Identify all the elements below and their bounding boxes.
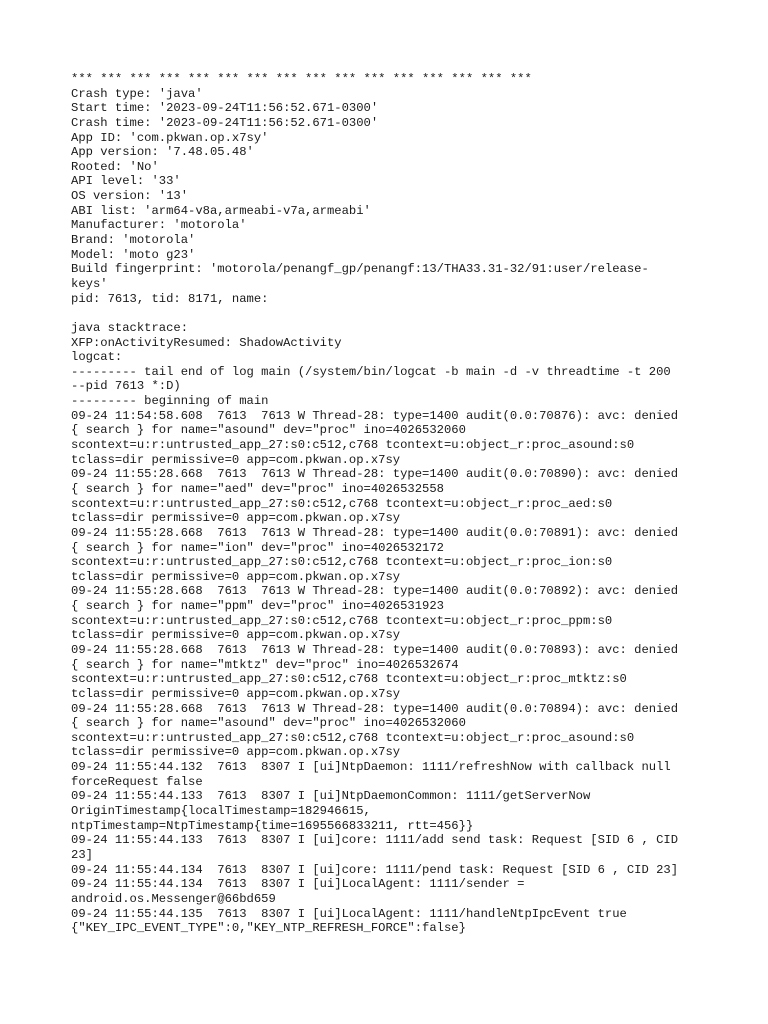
- log-line: --------- tail end of log main (/system/bin/logcat -b main -d -v threadtime -t 200: [71, 364, 671, 379]
- log-line: 09-24 11:55:28.668 7613 7613 W Thread-28: type=1400 audit(0.0:70892): avc: denied: [71, 584, 679, 599]
- log-line: Manufacturer: 'motorola': [71, 218, 247, 233]
- log-line: scontext=u:r:untrusted_app_27:s0:c512,c768 tcontext=u:object_r:proc_asound:s0: [71, 438, 635, 453]
- log-line: 09-24 11:55:44.135 7613 8307 I [ui]LocalAgent: 1111/handleNtpIpcEvent true: [71, 906, 627, 921]
- log-line: { search } for name="mtktz" dev="proc" ino=4026532674: [71, 657, 459, 672]
- log-line: { search } for name="ion" dev="proc" ino=4026532172: [71, 540, 444, 555]
- log-line: 09-24 11:55:44.134 7613 8307 I [ui]core: 1111/pend task: Request [SID 6 , CID 23]: [71, 862, 679, 877]
- log-line: {"KEY_IPC_EVENT_TYPE":0,"KEY_NTP_REFRESH_FORCE":false}: [71, 921, 466, 936]
- log-line: android.os.Messenger@66bd659: [71, 891, 276, 906]
- log-line: Rooted: 'No': [71, 159, 159, 174]
- log-line: { search } for name="aed" dev="proc" ino=4026532558: [71, 481, 444, 496]
- log-line: tclass=dir permissive=0 app=com.pkwan.op.x7sy: [71, 569, 401, 584]
- log-line: 09-24 11:55:44.133 7613 8307 I [ui]NtpDaemonCommon: 1111/getServerNow: [71, 789, 591, 804]
- log-line: scontext=u:r:untrusted_app_27:s0:c512,c768 tcontext=u:object_r:proc_mtktz:s0: [71, 672, 627, 687]
- log-line: tclass=dir permissive=0 app=com.pkwan.op.x7sy: [71, 452, 401, 467]
- log-line: Brand: 'motorola': [71, 233, 196, 248]
- log-line: scontext=u:r:untrusted_app_27:s0:c512,c768 tcontext=u:object_r:proc_aed:s0: [71, 496, 613, 511]
- log-line: OriginTimestamp{localTimestamp=182946615,: [71, 804, 371, 819]
- log-line: 09-24 11:55:28.668 7613 7613 W Thread-28: type=1400 audit(0.0:70894): avc: denied: [71, 701, 679, 716]
- log-line: --pid 7613 *:D): [71, 379, 181, 394]
- log-line: tclass=dir permissive=0 app=com.pkwan.op.x7sy: [71, 511, 401, 526]
- log-line: 09-24 11:55:28.668 7613 7613 W Thread-28: type=1400 audit(0.0:70891): avc: denied: [71, 525, 679, 540]
- log-line: { search } for name="ppm" dev="proc" ino=4026531923: [71, 599, 444, 614]
- log-line: XFP:onActivityResumed: ShadowActivity: [71, 335, 342, 350]
- log-line: Crash time: '2023-09-24T11:56:52.671-0300': [71, 115, 379, 130]
- log-line: Build fingerprint: 'motorola/penangf_gp/penangf:13/THA33.31-32/91:user/release-: [71, 262, 649, 277]
- log-line: java stacktrace:: [71, 320, 189, 335]
- log-line: 09-24 11:54:58.608 7613 7613 W Thread-28: type=1400 audit(0.0:70876): avc: denied: [71, 408, 679, 423]
- log-line: pid: 7613, tid: 8171, name:: [71, 291, 269, 306]
- crash-report-log: [71, 72, 711, 936]
- log-line: 09-24 11:55:44.132 7613 8307 I [ui]NtpDaemon: 1111/refreshNow with callback null: [71, 760, 671, 775]
- log-line: keys': [71, 276, 108, 291]
- log-line: App version: '7.48.05.48': [71, 145, 254, 160]
- log-line: Model: 'moto g23': [71, 247, 196, 262]
- log-line: forceRequest false: [71, 774, 203, 789]
- log-line: 23]: [71, 847, 93, 862]
- log-line: Crash type: 'java': [71, 86, 203, 101]
- log-line: App ID: 'com.pkwan.op.x7sy': [71, 130, 269, 145]
- log-line: ntpTimestamp=NtpTimestamp{time=1695566833211, rtt=456}}: [71, 818, 474, 833]
- log-line: *** *** *** *** *** *** *** *** *** *** *** *** *** *** *** ***: [71, 72, 532, 86]
- log-line: { search } for name="asound" dev="proc" ino=4026532060: [71, 716, 466, 731]
- log-line: OS version: '13': [71, 189, 189, 204]
- log-line: 09-24 11:55:44.134 7613 8307 I [ui]LocalAgent: 1111/sender =: [71, 877, 525, 892]
- log-line: 09-24 11:55:44.133 7613 8307 I [ui]core: 1111/add send task: Request [SID 6 , CID: [71, 833, 679, 848]
- log-line: scontext=u:r:untrusted_app_27:s0:c512,c768 tcontext=u:object_r:proc_asound:s0: [71, 730, 635, 745]
- log-line: tclass=dir permissive=0 app=com.pkwan.op.x7sy: [71, 686, 401, 701]
- log-line: logcat:: [71, 350, 123, 365]
- log-line: API level: '33': [71, 174, 181, 189]
- log-line: { search } for name="asound" dev="proc" ino=4026532060: [71, 423, 466, 438]
- log-line: 09-24 11:55:28.668 7613 7613 W Thread-28: type=1400 audit(0.0:70890): avc: denied: [71, 467, 679, 482]
- log-line: 09-24 11:55:28.668 7613 7613 W Thread-28: type=1400 audit(0.0:70893): avc: denied: [71, 642, 679, 657]
- log-line: --------- beginning of main: [71, 394, 269, 409]
- blank-line: [71, 306, 711, 321]
- log-line: Start time: '2023-09-24T11:56:52.671-0300': [71, 101, 379, 116]
- log-line: ABI list: 'arm64-v8a,armeabi-v7a,armeabi': [71, 203, 371, 218]
- log-line: tclass=dir permissive=0 app=com.pkwan.op.x7sy: [71, 628, 401, 643]
- log-line: tclass=dir permissive=0 app=com.pkwan.op.x7sy: [71, 745, 401, 760]
- log-line: scontext=u:r:untrusted_app_27:s0:c512,c768 tcontext=u:object_r:proc_ppm:s0: [71, 613, 613, 628]
- log-line: scontext=u:r:untrusted_app_27:s0:c512,c768 tcontext=u:object_r:proc_ion:s0: [71, 555, 613, 570]
